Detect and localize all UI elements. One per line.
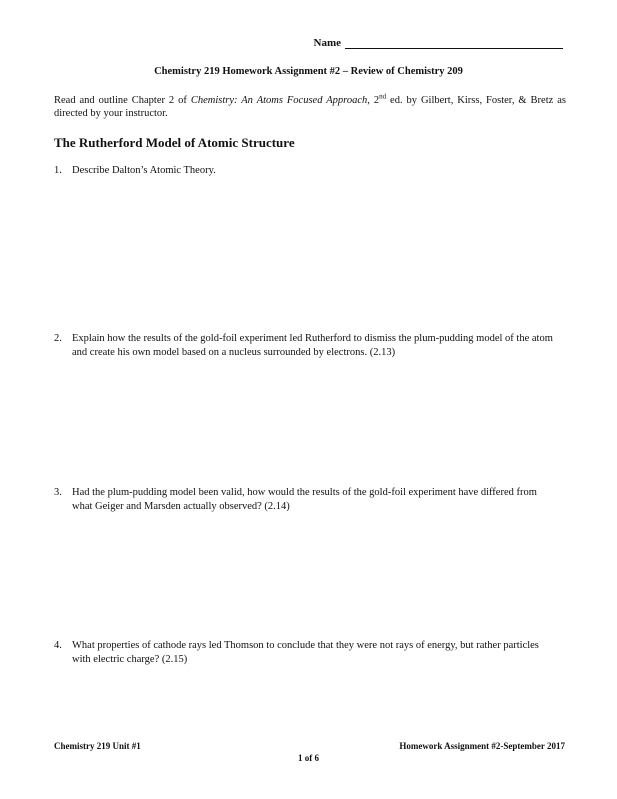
question-number: 3. bbox=[54, 487, 62, 498]
name-blank-line[interactable] bbox=[345, 37, 563, 49]
question-item bbox=[54, 486, 554, 514]
question-item bbox=[54, 164, 554, 178]
book-title: Chemistry: An Atoms Focused Approach bbox=[190, 95, 368, 106]
name-field-row bbox=[314, 37, 564, 49]
intro-text-before: Read and outline Chapter 2 of bbox=[54, 95, 191, 106]
question-item bbox=[54, 332, 554, 360]
edition-number: , 2 bbox=[367, 95, 380, 106]
question-item bbox=[54, 639, 554, 667]
question-text: Describe Dalton’s Atomic Theory. bbox=[72, 165, 216, 176]
intro-paragraph bbox=[54, 94, 566, 120]
section-heading: The Rutherford Model of Atomic Structure bbox=[54, 135, 295, 150]
footer-assignment-date: Homework Assignment #2-September 2017 bbox=[399, 741, 565, 751]
question-number: 1. bbox=[54, 165, 62, 176]
question-text: What properties of cathode rays led Thomson to conclude that they were not rays of energy, but rather particles with electric charge? (2.15) bbox=[72, 640, 539, 665]
name-label: Name bbox=[313, 37, 341, 49]
intro-text-after: ed. by Gilbert, Kirss, Foster, & Bretz as directed by your instructor. bbox=[54, 95, 566, 119]
footer-course-unit: Chemistry 219 Unit #1 bbox=[54, 741, 141, 751]
question-text: Explain how the results of the gold-foil experiment led Rutherford to dismiss the plum-pudding model of the atom and create his own model based on a nucleus surrounded by electrons. (2.13) bbox=[72, 333, 553, 358]
document-title: Chemistry 219 Homework Assignment #2 – Review of Chemistry 209 bbox=[154, 66, 463, 77]
question-text: Had the plum-pudding model been valid, how would the results of the gold-foil experiment have differed from what Geiger and Marsden actually observed? (2.14) bbox=[72, 487, 537, 512]
question-number: 4. bbox=[54, 640, 62, 651]
question-number: 2. bbox=[54, 333, 62, 344]
edition-superscript: nd bbox=[379, 92, 387, 101]
page-number: 1 of 6 bbox=[298, 753, 319, 763]
